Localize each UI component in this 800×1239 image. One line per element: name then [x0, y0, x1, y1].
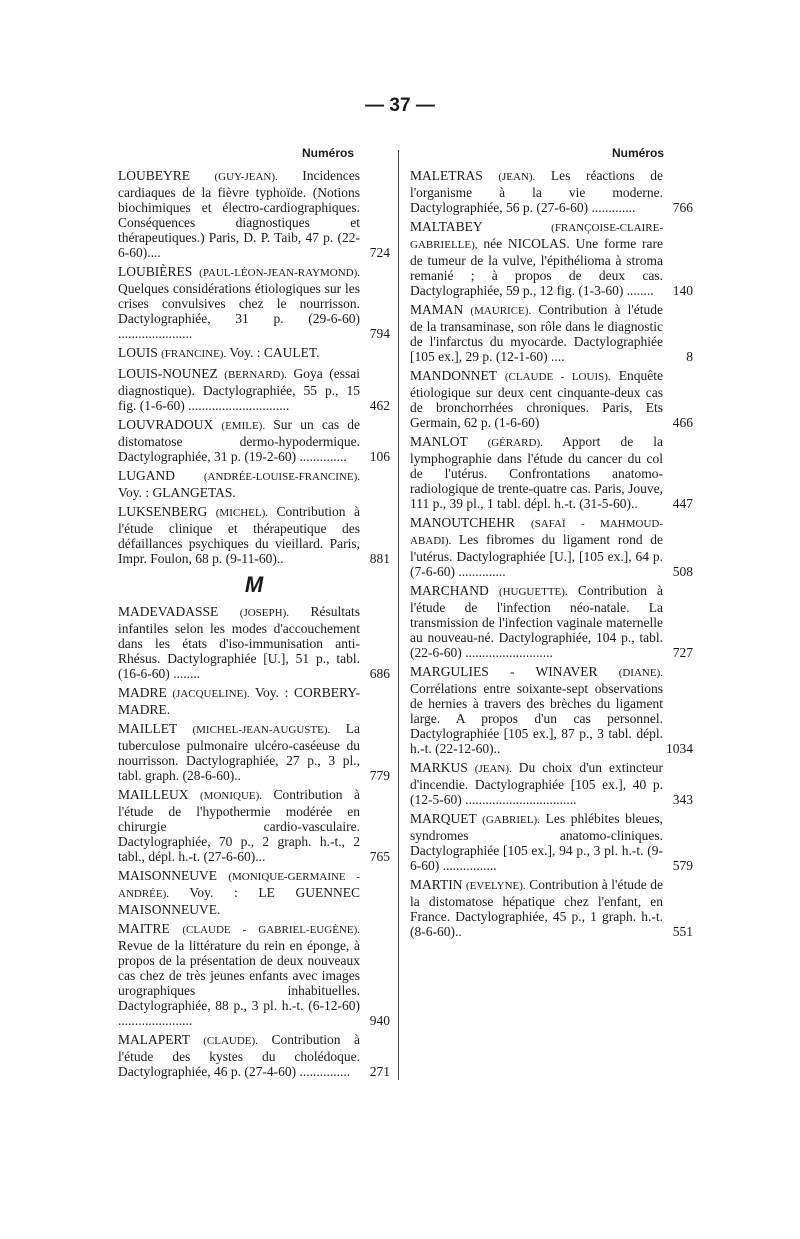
author-given-names: (GUY-JEAN). [214, 171, 278, 183]
author-surname: LUGAND [118, 468, 175, 483]
entry-text [118, 787, 360, 864]
author-surname: LOUBEYRE [118, 168, 190, 183]
thesis-description: Enquête étiologique sur deux cent cinquante-deux cas de bronchorrhées chroniques. Paris, Ets Germain, 62 p. (1-6-60) [410, 368, 664, 430]
entry-text [410, 168, 663, 215]
author-surname: MAILLEUX [118, 787, 189, 802]
index-entry [118, 787, 390, 864]
entry-number: 508 [672, 564, 693, 579]
entry-text [118, 468, 360, 500]
thesis-description: Revue de la littérature du rein en éponge, à propos de la présentation de deux nouveaux cas chez de très jeunes enfants avec images urographiques inhabituelles. Dactylographiée, 88 p., 3 pl. h.-t. (6-12-60) ...................... [118, 938, 360, 1028]
entry-text [118, 721, 360, 783]
entry-number: 686 [369, 666, 390, 681]
entry-number: 140 [672, 283, 693, 298]
entry-text [410, 515, 663, 579]
thesis-description: Incidences cardiaques de la fièvre typhoïde. (Notions biochimiques et électro-cardiographiques. Conséquences diagnostiques et thérapeutiques.) Paris, D. P. Taib, 47 p. (22-6-60).... [118, 168, 360, 260]
index-entry [410, 434, 693, 511]
column-header-right: Numéros [612, 146, 665, 160]
author-given-names: (JOSEPH). [239, 607, 289, 619]
index-entry [118, 345, 390, 362]
thesis-description: Les phlébites bleues, syndromes anatomo-cliniques. Dactylographiée [105 ex.], 94 p., 3 pl. h.-t. (9-6-60) ................ [410, 811, 663, 873]
author-given-names: (CLAUDE - LOUIS). [504, 371, 611, 383]
index-entry [410, 168, 693, 215]
thesis-description: Contribution à l'étude des kystes du cholédoque. Dactylographiée, 46 p. (27-4-60) ............... [118, 1032, 361, 1079]
author-given-names: (JEAN). [498, 171, 536, 183]
author-given-names: (FRANÇOISE-CLAIRE-GABRIELLE), [410, 222, 663, 251]
author-given-names: (MAURICE). [470, 305, 532, 317]
entry-text [118, 417, 360, 464]
author-given-names: (MICHEL-JEAN-AUGUSTE). [192, 724, 331, 736]
entry-number: 579 [672, 858, 693, 873]
entry-text [118, 921, 360, 1028]
index-entry [410, 811, 693, 873]
thesis-description: Contribution à l'étude de la transaminase, son rôle dans le diagnostic de l'infarctus du myocarde. Dactylographiée [105 ex.], 29 p. (12-1-60) .... [410, 302, 663, 364]
thesis-description: Les fibromes du ligament rond de l'utérus. Dactylographiée [U.], [105 ex.], 64 p. (7-6-60) .............. [410, 532, 663, 579]
author-given-names: (EVELYNE). [466, 880, 526, 892]
entry-number: 766 [672, 200, 693, 215]
entry-number: 940 [369, 1013, 390, 1028]
author-given-names: (HUGUETTE). [498, 586, 568, 598]
index-entry [410, 583, 693, 660]
index-entry [118, 264, 390, 341]
author-given-names: (ANDRÉE-LOUISE-FRANCINE). [203, 471, 360, 483]
thesis-description: Voy. : LE GUENNEC MAISONNEUVE. [118, 885, 360, 917]
left-entries-before [118, 168, 390, 566]
column-header-left: Numéros [302, 146, 355, 160]
entry-text [410, 811, 663, 873]
author-given-names: (GABRIEL). [482, 814, 540, 826]
index-entry [410, 219, 693, 298]
entry-number: 727 [672, 645, 693, 660]
author-surname: MADEVADASSE [118, 604, 219, 619]
author-surname: LOUVRADOUX [118, 417, 214, 432]
index-entry [118, 168, 390, 260]
index-entry [410, 877, 693, 939]
thesis-description: Résultats infantiles selon les modes d'accouchement dans les états d'iso-immunisation anti-Rhésus. Dactylographiée [U.], 51 p., tabl. (16-6-60) ........ [118, 604, 361, 681]
entry-number: 794 [369, 326, 390, 341]
entry-number: 271 [369, 1064, 390, 1079]
right-entries [410, 168, 693, 939]
thesis-description: Corrélations entre soixante-sept observations de hernies à travers des brèches du ligament large. A propos d'un cas personnel. Dactylographiée [105 ex.], 87 p., 3 tabl. dépl. h.-t. (22-12-60).. [410, 681, 663, 756]
author-surname: MARKUS [410, 760, 468, 775]
author-surname: MARCHAND [410, 583, 489, 598]
index-entry [410, 515, 693, 579]
entry-text [118, 264, 360, 341]
left-column [118, 168, 390, 1083]
author-surname: MAITRE [118, 921, 170, 936]
author-surname: MARQUET [410, 811, 477, 826]
author-given-names: (CLAUDE - GABRIEL-EUGÈNE). [182, 924, 360, 936]
author-surname: MANLOT [410, 434, 468, 449]
author-surname: MADRE [118, 685, 167, 700]
entry-text [410, 368, 663, 430]
index-entry [410, 368, 693, 430]
entry-number: 8 [686, 349, 693, 364]
author-surname: MARGULIES - WINAVER [410, 664, 598, 679]
entry-text [410, 434, 663, 511]
right-column [410, 168, 693, 943]
author-given-names: (FRANCINE). [161, 348, 227, 360]
thesis-description: Voy. : CAULET. [226, 345, 320, 360]
entry-number: 462 [369, 398, 390, 413]
thesis-description: Contribution à l'étude de l'hypothermie modérée en chirurgie cardio-vasculaire. Dactylographiée, 70 p., 2 graph. h.-t., 2 tabl., dépl. h.-t. (27-6-60)... [118, 787, 361, 864]
index-entry [118, 721, 390, 783]
author-surname: LOUBIÈRES [118, 264, 193, 279]
author-surname: MALAPERT [118, 1032, 190, 1047]
author-surname: MALTABEY [410, 219, 483, 234]
entry-text [118, 345, 360, 362]
left-entries-after [118, 604, 390, 1079]
author-given-names: (SAFAÏ - MAHMOUD-ABADI). [410, 518, 663, 547]
entry-text [118, 868, 360, 917]
author-given-names: (GÉRARD). [487, 437, 543, 449]
thesis-description: Contribution à l'étude de la distomatose hépatique chez l'enfant, en France. Dactylographiée, 45 p., 1 graph. h.-t. (8-6-60).. [410, 877, 664, 939]
entry-number: 343 [672, 792, 693, 807]
section-letter: M [244, 572, 264, 597]
entry-number: 551 [672, 924, 693, 939]
index-entry [118, 604, 390, 681]
author-surname: MARTIN [410, 877, 463, 892]
author-surname: MALETRAS [410, 168, 483, 183]
column-divider [398, 150, 399, 1080]
author-surname: MAISONNEUVE [118, 868, 217, 883]
author-given-names: (PAUL-LÉON-JEAN-RAYMOND). [199, 267, 360, 279]
thesis-description: Contribution à l'étude clinique et thérapeutique des défaillances psychiques du vieillard. Paris, Impr. Foulon, 68 p. (9-11-60).. [118, 504, 361, 566]
index-entry [118, 504, 390, 566]
author-surname: MAMAN [410, 302, 464, 317]
index-entry [118, 468, 390, 500]
thesis-description: née NICOLAS. Une forme rare de tumeur de la vulve, l'épithélioma à stroma remanié ; à propos de deux cas. Dactylographiée, 59 p., 12 fig. (1-3-60) ........ [410, 236, 663, 298]
entry-text [410, 219, 663, 298]
index-entry [118, 921, 390, 1028]
entry-number: 106 [369, 449, 390, 464]
thesis-description: La tuberculose pulmonaire ulcéro-caséeuse du nourrisson. Dactylographiée, 27 p., 3 pl., tabl. graph. (28-6-60).. [118, 721, 360, 783]
author-surname: MAILLET [118, 721, 177, 736]
index-entry [410, 760, 693, 807]
entry-number: 779 [369, 768, 390, 783]
entry-number: 724 [369, 245, 390, 260]
author-surname: MANDONNET [410, 368, 497, 383]
thesis-description: Voy. : GLANGETAS. [118, 485, 236, 500]
thesis-description: Quelques considérations étiologiques sur les crises convulsives chez le nourrisson. Dactylographiée, 31 p. (29-6-60) ...................... [118, 281, 360, 341]
entry-text [410, 583, 663, 660]
entry-number: 447 [672, 496, 693, 511]
thesis-description: Apport de la lymphographie dans l'étude du cancer du col de l'utérus. Confrontations anatomo-radiologique de trente-quatre cas. Paris, Jouve, 111 p., 39 pl., 1 tabl. dépl. h.-t. (31-5-60).. [410, 434, 663, 511]
entry-text [118, 504, 360, 566]
author-surname: LUKSENBERG [118, 504, 208, 519]
entry-text [118, 366, 360, 413]
index-entry [118, 417, 390, 464]
index-entry [410, 302, 693, 364]
author-given-names: (DIANE). [618, 667, 663, 679]
entry-text [410, 302, 663, 364]
entry-number: 881 [369, 551, 390, 566]
entry-number: 466 [672, 415, 693, 430]
entry-number: 1034 [666, 741, 693, 756]
index-entry [118, 868, 390, 917]
entry-text [118, 168, 360, 260]
index-entry [118, 366, 390, 413]
entry-number: 765 [369, 849, 390, 864]
author-surname: LOUIS [118, 345, 158, 360]
author-given-names: (JACQUELINE). [172, 688, 250, 700]
entry-text [118, 604, 360, 681]
thesis-description: Voy. : CORBERY-MADRE. [118, 685, 361, 717]
author-given-names: (BERNARD). [224, 369, 287, 381]
page-number: — 37 — [365, 95, 435, 116]
entry-text [410, 760, 663, 807]
author-surname: MANOUTCHEHR [410, 515, 516, 530]
author-given-names: (MONIQUE-GERMAINE - ANDRÉE). [118, 871, 361, 900]
author-given-names: (EMILE). [221, 420, 266, 432]
author-surname: LOUIS-NOUNEZ [118, 366, 218, 381]
thesis-description: Les réactions de l'organisme à la vie moderne. Dactylographiée, 56 p. (27-6-60) ............. [410, 168, 663, 215]
author-given-names: (CLAUDE). [203, 1035, 258, 1047]
thesis-description: Contribution à l'étude de l'infection néo-natale. La transmission de l'infection vaginale maternelle au nouveau-né. Dactylographiée, 104 p., tabl. (22-6-60) .......................... [410, 583, 664, 660]
entry-text [118, 1032, 360, 1079]
entry-text [410, 877, 663, 939]
author-given-names: (MONIQUE). [200, 790, 263, 802]
thesis-description: Du choix d'un extincteur d'incendie. Dactylographiée [105 ex.], 40 p. (12-5-60) ................................. [410, 760, 664, 807]
entry-text [118, 685, 360, 717]
index-entry [118, 1032, 390, 1079]
thesis-description: Goya (essai diagnostique). Dactylographiée, 55 p., 15 fig. (1-6-60) .............................. [118, 366, 360, 413]
index-entry [118, 685, 390, 717]
author-given-names: (JEAN). [474, 763, 512, 775]
index-entry [410, 664, 693, 756]
thesis-description: Sur un cas de distomatose dermo-hypodermique. Dactylographiée, 31 p. (19-2-60) .............. [118, 417, 361, 464]
entry-text [410, 664, 663, 756]
author-given-names: (MICHEL). [215, 507, 269, 519]
